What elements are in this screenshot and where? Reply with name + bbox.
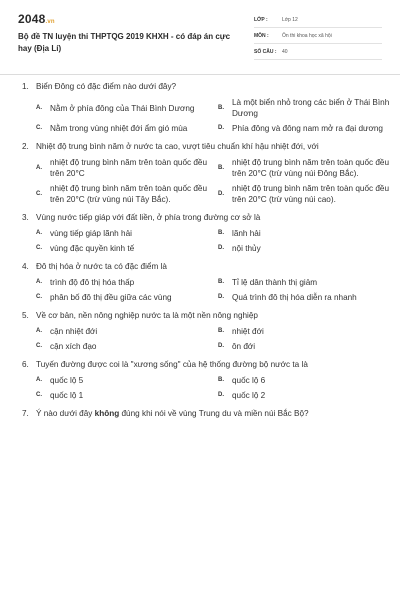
option-letter: A.: [36, 164, 42, 171]
option-letter: B.: [218, 377, 224, 383]
option-b[interactable]: [218, 326, 390, 337]
option-letter: B.: [218, 328, 224, 334]
option-d[interactable]: [218, 243, 390, 254]
document-title: Bộ đề TN luyện thi THPTQG 2019 KHXH - có đáp án cực hay (Địa Lí): [18, 32, 231, 53]
option-letter: C.: [36, 392, 42, 398]
question-text: [36, 408, 382, 420]
question-number: 2.: [22, 142, 29, 151]
option-text: quốc lộ 1: [50, 391, 84, 400]
option-letter: A.: [36, 104, 42, 111]
question-stem: [22, 141, 382, 153]
option-letter: B.: [218, 164, 224, 171]
question-number: 7.: [22, 409, 29, 418]
question-stem: [22, 261, 382, 273]
option-c[interactable]: [36, 341, 208, 352]
option-d[interactable]: [218, 183, 390, 205]
site-logo[interactable]: [18, 12, 55, 26]
question-list: [22, 81, 390, 427]
option-d[interactable]: [218, 292, 390, 303]
option-b[interactable]: [218, 97, 390, 119]
option-text: nhiệt đới: [232, 327, 264, 336]
option-b[interactable]: [218, 375, 390, 386]
meta-value: 40: [282, 48, 288, 55]
question-number: 1.: [22, 82, 29, 91]
header-divider: [0, 74, 400, 75]
question-emphasis: không: [94, 409, 120, 418]
option-letter: B.: [218, 279, 224, 285]
option-b[interactable]: [218, 157, 390, 179]
option-letter: A.: [36, 230, 42, 236]
option-text: nhiệt độ trung bình năm trên toàn quốc đều trên 20°C: [50, 158, 208, 178]
option-text: nhiệt độ trung bình năm trên toàn quốc đều trên 20°C (trừ vùng núi Tây Bắc).: [50, 184, 208, 204]
question-text: Về cơ bản, nền nông nghiệp nước ta là một nền nông nghiệp: [36, 311, 258, 320]
question-4: [22, 261, 382, 303]
option-text: Nằm ở phía đông của Thái Bình Dương: [50, 103, 195, 113]
answer-options: [22, 326, 382, 352]
option-letter: C.: [36, 190, 42, 197]
option-letter: C.: [36, 294, 42, 300]
option-text: Tỉ lệ dân thành thị giảm: [232, 278, 318, 287]
option-text: quốc lộ 5: [50, 376, 84, 385]
option-text: lãnh hải: [232, 229, 261, 238]
option-d[interactable]: [218, 341, 390, 352]
question-text: Vùng nước tiếp giáp với đất liền, ở phía trong đường cơ sở là: [36, 213, 261, 222]
question-2: [22, 141, 390, 205]
question-3: [22, 212, 382, 254]
option-letter: C.: [36, 245, 42, 251]
option-text: nhiệt độ trung bình năm trên toàn quốc đều trên 20°C (trừ vùng núi cao).: [232, 184, 390, 204]
option-a[interactable]: [36, 97, 208, 119]
question-text: Tuyến đường được coi là "xương sống" của hệ thống đường bộ nước ta là: [36, 360, 308, 369]
question-stem: [22, 81, 382, 93]
question-text-part: Ý nào dưới đây: [36, 409, 95, 418]
option-c[interactable]: [36, 183, 208, 205]
exam-meta-table: [254, 12, 382, 60]
option-d[interactable]: [218, 390, 390, 401]
option-letter: A.: [36, 377, 42, 383]
answer-options: [22, 375, 382, 401]
option-letter: C.: [36, 125, 42, 131]
option-letter: C.: [36, 343, 42, 349]
option-letter: D.: [218, 294, 224, 300]
question-text: Biển Đông có đặc điểm nào dưới đây?: [36, 82, 177, 91]
option-letter: D.: [218, 343, 224, 349]
option-c[interactable]: [36, 390, 208, 401]
question-number: 6.: [22, 360, 29, 369]
answer-options: [22, 277, 382, 303]
question-number: 4.: [22, 262, 29, 271]
meta-value: Lớp 12: [282, 16, 298, 23]
option-d[interactable]: [218, 123, 390, 134]
logo-main: 2048: [18, 12, 46, 26]
option-text: quốc lộ 6: [232, 376, 266, 385]
option-text: ôn đới: [232, 342, 256, 351]
option-text: nội thủy: [232, 244, 261, 253]
option-c[interactable]: [36, 292, 208, 303]
option-a[interactable]: [36, 228, 208, 239]
meta-label: SỐ CÂU :: [254, 48, 277, 55]
question-number: 5.: [22, 311, 29, 320]
option-letter: D.: [218, 190, 224, 197]
meta-row-class: [254, 12, 382, 28]
answer-options: [22, 157, 390, 205]
option-c[interactable]: [36, 243, 208, 254]
question-1: [22, 81, 390, 134]
question-stem: [22, 310, 382, 322]
meta-label: MÔN :: [254, 32, 269, 39]
option-letter: A.: [36, 328, 42, 334]
option-a[interactable]: [36, 326, 208, 337]
option-letter: D.: [218, 125, 224, 131]
option-text: Là một biển nhỏ trong các biển ở Thái Bình Dương: [232, 98, 390, 118]
option-text: vùng tiếp giáp lãnh hải: [50, 229, 132, 238]
option-a[interactable]: [36, 157, 208, 179]
question-7: [22, 408, 382, 420]
option-letter: B.: [218, 230, 224, 236]
question-stem: [22, 212, 382, 224]
option-text: Nằm trong vùng nhiệt đới ẩm gió mùa: [50, 124, 188, 133]
question-6: [22, 359, 382, 401]
option-text: quốc lộ 2: [232, 391, 266, 400]
question-text: Đô thị hóa ở nước ta có đặc điểm là: [36, 262, 167, 271]
question-stem: [22, 408, 382, 420]
option-text: Phía đông và đông nam mở ra đại dương: [232, 124, 383, 133]
option-a[interactable]: [36, 277, 208, 288]
option-text: trình độ đô thị hóa thấp: [50, 278, 135, 287]
option-b[interactable]: [218, 228, 390, 239]
option-text: nhiệt độ trung bình năm trên toàn quốc đều trên 20°C (trừ vùng núi Đông Bắc).: [232, 158, 390, 178]
answer-options: [22, 97, 390, 134]
option-letter: D.: [218, 392, 224, 398]
exam-header: [18, 10, 382, 68]
option-text: vùng đặc quyền kinh tế: [50, 244, 135, 253]
option-letter: A.: [36, 279, 42, 285]
option-c[interactable]: [36, 123, 208, 134]
option-text: Quá trình đô thị hóa diễn ra nhanh: [232, 293, 357, 302]
question-number: 3.: [22, 213, 29, 222]
question-5: [22, 310, 382, 352]
option-a[interactable]: [36, 375, 208, 386]
question-text-part: đúng khi nói về vùng Trung du và miền núi Bắc Bộ?: [119, 409, 309, 418]
question-stem: [22, 359, 382, 371]
option-letter: D.: [218, 245, 224, 251]
meta-label: LỚP :: [254, 16, 268, 23]
meta-row-subject: [254, 28, 382, 44]
option-text: cận xích đạo: [50, 342, 97, 351]
question-text: Nhiệt độ trung bình năm ở nước ta cao, vượt tiêu chuẩn khí hậu nhiệt đới, với: [36, 142, 319, 151]
option-letter: B.: [218, 104, 224, 111]
option-text: cận nhiệt đới: [50, 327, 98, 336]
logo-tld: .vn: [45, 19, 55, 25]
option-text: phân bố đô thị đều giữa các vùng: [50, 293, 172, 302]
option-b[interactable]: [218, 277, 390, 288]
answer-options: [22, 228, 382, 254]
meta-row-question-count: [254, 44, 382, 60]
meta-value: Ôn thi khoa học xã hội: [282, 32, 332, 39]
